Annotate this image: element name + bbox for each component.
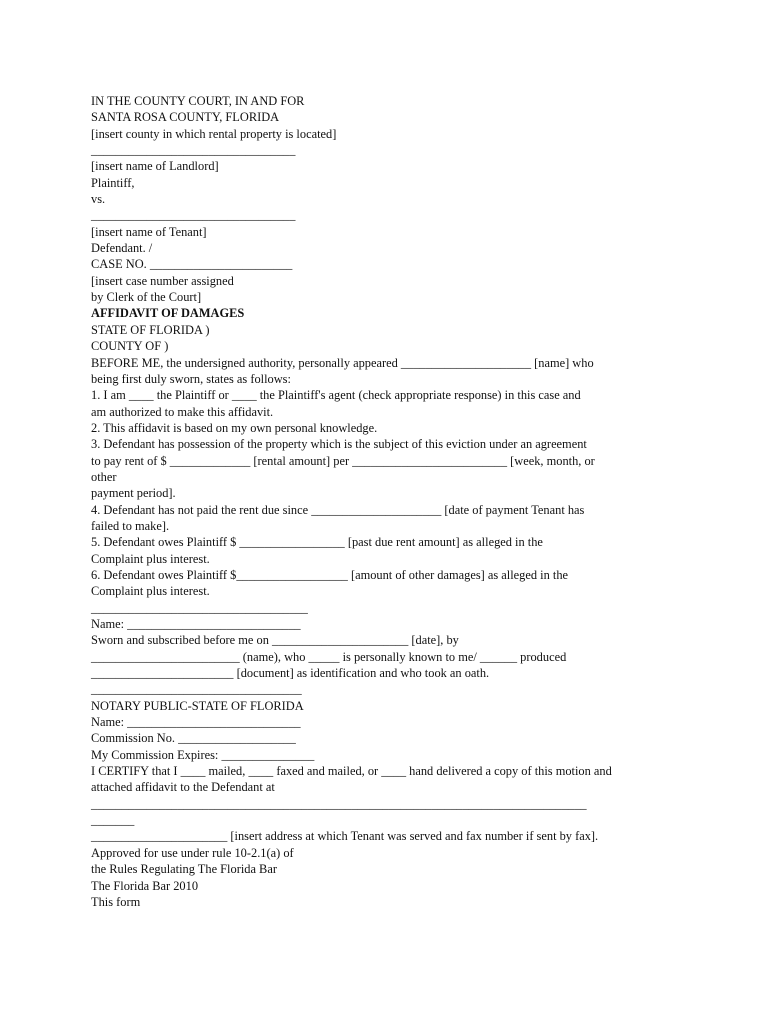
- paragraph-1-line-2: am authorized to make this affidavit.: [91, 404, 274, 419]
- document-title: AFFIDAVIT OF DAMAGES: [91, 306, 245, 321]
- court-heading-line-2: SANTA ROSA COUNTY, FLORIDA: [91, 110, 280, 125]
- versus-label: vs.: [91, 192, 106, 207]
- paragraph-3-line-2: to pay rent of $ _____________ [rental amount] per _________________________ [week, month, or: [91, 453, 595, 468]
- state-line: STATE OF FLORIDA ): [91, 322, 210, 337]
- paragraph-3-line-4: payment period].: [91, 486, 176, 501]
- identification-line-2: _______________________ [document] as identification and who took an oath.: [91, 666, 490, 681]
- address-instruction-line: ______________________ [insert address at which Tenant was served and fax number if sent by fax].: [91, 829, 599, 844]
- court-heading-line-1: IN THE COUNTY COURT, IN AND FOR: [91, 94, 305, 108]
- affidavit-text: [91, 93, 691, 910]
- commission-number-line: Commission No. ___________________: [91, 731, 296, 746]
- approval-line-4: This form: [91, 894, 141, 909]
- paragraph-6-line-1: 6. Defendant owes Plaintiff $__________________ [amount of other damages] as alleged in the: [91, 567, 569, 582]
- county-line: COUNTY OF ): [91, 339, 169, 354]
- affiant-signature-blank: ___________________________________: [91, 600, 308, 615]
- landlord-name-instruction: [insert name of Landlord]: [91, 159, 219, 174]
- tenant-name-instruction: [insert name of Tenant]: [91, 224, 207, 239]
- case-number-instruction-2: by Clerk of the Court]: [91, 290, 202, 305]
- certification-line-1: I CERTIFY that I ____ mailed, ____ faxed and mailed, or ____ hand delivered a copy of this motion and: [91, 764, 612, 779]
- paragraph-6-line-2: Complaint plus interest.: [91, 584, 210, 599]
- county-instruction: [insert county in which rental property is located]: [91, 126, 337, 141]
- identification-line-1: ________________________ (name), who _____ is personally known to me/ ______ produced: [91, 649, 567, 664]
- case-number-instruction-1: [insert case number assigned: [91, 273, 234, 288]
- approval-line-2: the Rules Regulating The Florida Bar: [91, 862, 277, 877]
- address-blank-line-2: _______: [91, 813, 135, 828]
- notary-title: NOTARY PUBLIC-STATE OF FLORIDA: [91, 698, 304, 713]
- approval-line-3: The Florida Bar 2010: [91, 878, 199, 893]
- tenant-name-blank: _________________________________: [91, 208, 296, 223]
- landlord-name-blank: _________________________________: [91, 143, 296, 158]
- paragraph-3-line-3: other: [91, 469, 117, 484]
- defendant-label: Defendant. /: [91, 241, 153, 256]
- sworn-statement-line: being first duly sworn, states as follows:: [91, 371, 291, 386]
- paragraph-4-line-2: failed to make].: [91, 518, 170, 533]
- commission-expiry-line: My Commission Expires: _______________: [91, 747, 315, 762]
- paragraph-4-line-1: 4. Defendant has not paid the rent due since _____________________ [date of payment Tenant has: [91, 502, 585, 517]
- paragraph-1-line-1: 1. I am ____ the Plaintiff or ____ the Plaintiff's agent (check appropriate response) in this case and: [91, 388, 581, 403]
- approval-line-1: Approved for use under rule 10-2.1(a) of: [91, 845, 294, 860]
- paragraph-5-line-1: 5. Defendant owes Plaintiff $ _________________ [past due rent amount] as alleged in the: [91, 535, 543, 550]
- address-blank-line-1: ________________________________________________________________________________: [91, 796, 587, 811]
- notary-signature-blank: __________________________________: [91, 682, 302, 697]
- notary-name-line: Name: ____________________________: [91, 715, 301, 730]
- paragraph-2: 2. This affidavit is based on my own personal knowledge.: [91, 420, 378, 435]
- affiant-name-line: Name: ____________________________: [91, 617, 301, 631]
- affiant-appearance-line: BEFORE ME, the undersigned authority, personally appeared _____________________ [name] who: [91, 355, 594, 370]
- plaintiff-label: Plaintiff,: [91, 175, 135, 190]
- certification-line-2: attached affidavit to the Defendant at: [91, 780, 275, 795]
- paragraph-3-line-1: 3. Defendant has possession of the property which is the subject of this eviction under an agreement: [91, 437, 587, 452]
- paragraph-5-line-2: Complaint plus interest.: [91, 551, 210, 566]
- case-number-line: CASE NO. _______________________: [91, 257, 293, 272]
- sworn-subscribed-line: Sworn and subscribed before me on ______________________ [date], by: [91, 633, 459, 648]
